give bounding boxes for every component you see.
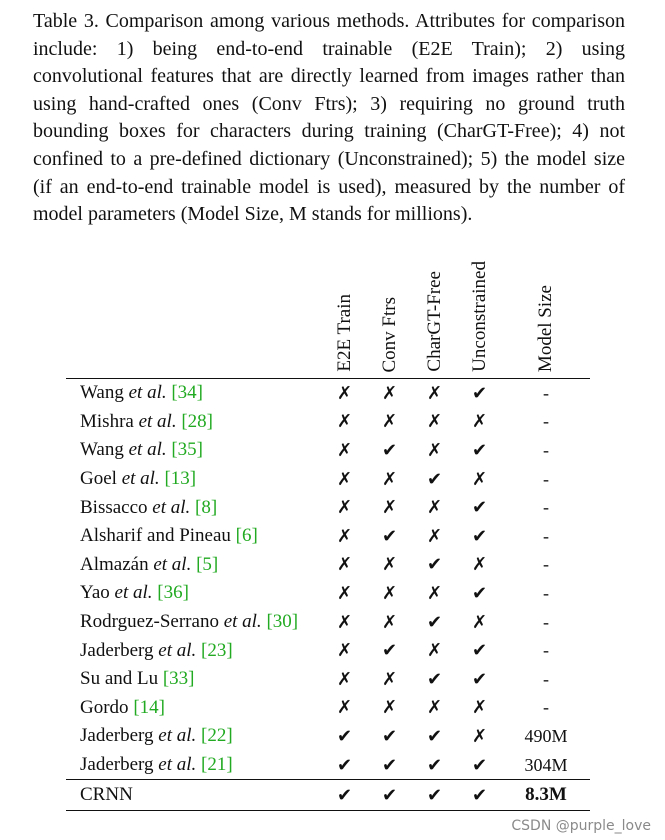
table-row bbox=[66, 408, 590, 437]
table-row bbox=[66, 665, 590, 694]
cell-model-size: - bbox=[543, 439, 549, 460]
et-al: et al. bbox=[138, 410, 177, 432]
cell-chargt-free: ✗ bbox=[426, 439, 443, 461]
citation-link[interactable]: [33] bbox=[162, 668, 195, 690]
method-name bbox=[66, 408, 322, 437]
method-author: Mishra bbox=[80, 410, 139, 432]
cell-chargt-free: ✔ bbox=[426, 725, 443, 747]
method-author: Jaderberg bbox=[80, 725, 159, 747]
table-row bbox=[66, 493, 590, 522]
et-al: et al. bbox=[158, 754, 197, 776]
cell-model-size: - bbox=[543, 554, 549, 575]
table-row bbox=[66, 608, 590, 637]
cell-chargt-free: ✔ bbox=[426, 784, 443, 806]
table-row bbox=[66, 579, 590, 608]
method-author: Jaderberg bbox=[80, 754, 159, 776]
method-name bbox=[66, 522, 322, 551]
method-author: Su and Lu bbox=[80, 668, 163, 690]
method-name bbox=[66, 436, 322, 465]
cell-conv-ftrs: ✗ bbox=[381, 582, 398, 604]
cell-model-size: - bbox=[543, 640, 549, 661]
et-al: et al. bbox=[128, 439, 167, 461]
ours-row-group bbox=[66, 780, 590, 811]
cell-conv-ftrs: ✗ bbox=[381, 554, 398, 576]
caption-text: Comparison among various methods. Attributes for comparison include: 1) being end-to-end trainable (E2E Train); 2) using convolutional features that are directly learned from images rather than using hand-crafted ones (Conv Ftrs); 3) requiring no ground truth bounding boxes for characters during training (CharGT-Free); 4) not confined to a pre-defined dictionary (Unconstrained); 5) the model size (if an end-to-end trainable model is used), measured by the number of model parameters (Model Size, M stands for millions). bbox=[33, 10, 626, 226]
col-header-conv-ftrs: Conv Ftrs bbox=[378, 296, 400, 372]
method-name bbox=[66, 636, 322, 665]
method-name bbox=[66, 379, 322, 408]
cell-chargt-free: ✔ bbox=[426, 754, 443, 776]
et-al: et al. bbox=[158, 725, 197, 747]
cell-model-size: 304M bbox=[524, 754, 568, 775]
cell-e2e-train: ✔ bbox=[336, 754, 353, 776]
cell-unconstrained: ✔ bbox=[471, 582, 488, 604]
method-name bbox=[66, 694, 322, 723]
method-author: Rodrguez-Serrano bbox=[80, 611, 224, 633]
method-name bbox=[66, 493, 322, 522]
cell-conv-ftrs: ✔ bbox=[381, 754, 398, 776]
cell-e2e-train: ✗ bbox=[336, 525, 353, 547]
method-author: Jaderberg bbox=[80, 639, 159, 661]
cell-conv-ftrs: ✔ bbox=[381, 784, 398, 806]
cell-unconstrained: ✔ bbox=[471, 439, 488, 461]
cell-chargt-free: ✗ bbox=[426, 697, 443, 719]
cell-chargt-free: ✗ bbox=[426, 411, 443, 433]
cell-chargt-free: ✗ bbox=[426, 497, 443, 519]
method-name bbox=[66, 465, 322, 494]
cell-e2e-train: ✗ bbox=[336, 439, 353, 461]
citation-link[interactable]: [6] bbox=[235, 525, 258, 547]
cell-chargt-free: ✗ bbox=[426, 582, 443, 604]
method-author: Goel bbox=[80, 468, 122, 490]
header-row bbox=[66, 250, 590, 379]
cell-chargt-free: ✔ bbox=[426, 668, 443, 690]
citation-link[interactable]: [34] bbox=[171, 382, 204, 404]
cell-conv-ftrs: ✔ bbox=[381, 525, 398, 547]
cell-unconstrained: ✔ bbox=[471, 668, 488, 690]
cell-model-size: - bbox=[543, 525, 549, 546]
method-author: Wang bbox=[80, 382, 129, 404]
cell-chargt-free: ✗ bbox=[426, 640, 443, 662]
cell-e2e-train: ✗ bbox=[336, 468, 353, 490]
cell-unconstrained: ✗ bbox=[471, 468, 488, 490]
table-row bbox=[66, 722, 590, 751]
cell-unconstrained: ✗ bbox=[471, 725, 488, 747]
comparison-table bbox=[66, 250, 590, 811]
cell-chargt-free: ✔ bbox=[426, 468, 443, 490]
table-row bbox=[66, 436, 590, 465]
et-al: et al. bbox=[128, 382, 167, 404]
cell-chargt-free: ✗ bbox=[426, 382, 443, 404]
cell-unconstrained: ✗ bbox=[471, 611, 488, 633]
cell-unconstrained: ✔ bbox=[471, 754, 488, 776]
cell-unconstrained: ✔ bbox=[471, 784, 488, 806]
cell-e2e-train: ✗ bbox=[336, 640, 353, 662]
cell-model-size: - bbox=[543, 668, 549, 689]
table-row bbox=[66, 551, 590, 580]
cell-model-size: - bbox=[543, 411, 549, 432]
citation-link[interactable]: [22] bbox=[201, 725, 233, 747]
table-row bbox=[66, 465, 590, 494]
method-author: Yao bbox=[80, 582, 115, 604]
citation-link[interactable]: [8] bbox=[195, 496, 218, 518]
watermark: CSDN @purple_love bbox=[511, 818, 651, 834]
cell-model-size: 8.3M bbox=[525, 784, 567, 806]
cell-conv-ftrs: ✗ bbox=[381, 411, 398, 433]
method-name bbox=[66, 579, 322, 608]
et-al: et al. bbox=[114, 582, 153, 604]
et-al: et al. bbox=[121, 468, 160, 490]
cell-e2e-train: ✗ bbox=[336, 382, 353, 404]
cell-model-size: - bbox=[543, 468, 549, 489]
citation-link[interactable]: [13] bbox=[164, 468, 197, 490]
citation-link[interactable]: [14] bbox=[133, 696, 165, 718]
cell-unconstrained: ✔ bbox=[471, 640, 488, 662]
cell-chargt-free: ✔ bbox=[426, 554, 443, 576]
method-author: Gordo bbox=[80, 696, 134, 718]
method-name bbox=[66, 751, 322, 780]
cell-model-size: 490M bbox=[524, 725, 568, 746]
method-column-header bbox=[66, 250, 322, 379]
method-name bbox=[66, 608, 322, 637]
cell-e2e-train: ✔ bbox=[336, 725, 353, 747]
cell-conv-ftrs: ✔ bbox=[381, 439, 398, 461]
cell-conv-ftrs: ✔ bbox=[381, 725, 398, 747]
cell-conv-ftrs: ✗ bbox=[381, 468, 398, 490]
method-author: Wang bbox=[80, 439, 129, 461]
cell-model-size: - bbox=[543, 497, 549, 518]
method-name bbox=[66, 551, 322, 580]
citation-link[interactable]: [28] bbox=[181, 410, 213, 432]
cell-chargt-free: ✔ bbox=[426, 611, 443, 633]
col-header-chargt-free: CharGT-Free bbox=[423, 271, 445, 372]
cell-model-size: - bbox=[543, 611, 549, 632]
et-al: et al. bbox=[223, 611, 262, 633]
cell-conv-ftrs: ✗ bbox=[381, 497, 398, 519]
cell-conv-ftrs: ✗ bbox=[381, 611, 398, 633]
method-name bbox=[66, 722, 322, 751]
citation-link[interactable]: [5] bbox=[196, 553, 219, 575]
cell-unconstrained: ✗ bbox=[471, 411, 488, 433]
cell-e2e-train: ✗ bbox=[336, 668, 353, 690]
cell-unconstrained: ✗ bbox=[471, 554, 488, 576]
cell-e2e-train: ✗ bbox=[336, 554, 353, 576]
table-row bbox=[66, 636, 590, 665]
cell-chargt-free: ✗ bbox=[426, 525, 443, 547]
table-row-crnn bbox=[66, 780, 590, 811]
cell-e2e-train: ✔ bbox=[336, 784, 353, 806]
cell-unconstrained: ✗ bbox=[471, 697, 488, 719]
cell-unconstrained: ✔ bbox=[471, 525, 488, 547]
cell-conv-ftrs: ✔ bbox=[381, 640, 398, 662]
method-name: CRNN bbox=[80, 784, 133, 806]
caption-label: Table 3. bbox=[33, 10, 99, 32]
table-row bbox=[66, 751, 590, 780]
cell-unconstrained: ✔ bbox=[471, 497, 488, 519]
et-al: et al. bbox=[152, 496, 191, 518]
cell-conv-ftrs: ✗ bbox=[381, 668, 398, 690]
citation-link[interactable]: [36] bbox=[157, 582, 189, 604]
cell-e2e-train: ✗ bbox=[336, 582, 353, 604]
cell-e2e-train: ✗ bbox=[336, 411, 353, 433]
method-name bbox=[66, 665, 322, 694]
col-header-model-size: Model Size bbox=[535, 284, 556, 372]
method-rows bbox=[66, 379, 590, 780]
table-caption bbox=[33, 8, 625, 229]
cell-model-size: - bbox=[543, 697, 549, 718]
et-al: et al. bbox=[158, 639, 197, 661]
cell-model-size: - bbox=[543, 582, 549, 603]
citation-link[interactable]: [23] bbox=[201, 639, 233, 661]
cell-conv-ftrs: ✗ bbox=[381, 382, 398, 404]
et-al: et al. bbox=[153, 553, 192, 575]
table-row bbox=[66, 694, 590, 723]
cell-e2e-train: ✗ bbox=[336, 697, 353, 719]
citation-link[interactable]: [21] bbox=[201, 754, 233, 776]
cell-e2e-train: ✗ bbox=[336, 497, 353, 519]
cell-e2e-train: ✗ bbox=[336, 611, 353, 633]
table-row bbox=[66, 379, 590, 408]
method-author: Bissacco bbox=[80, 496, 153, 518]
table-row bbox=[66, 522, 590, 551]
citation-link[interactable]: [30] bbox=[266, 611, 299, 633]
cell-model-size: - bbox=[543, 382, 549, 403]
cell-unconstrained: ✔ bbox=[471, 382, 488, 404]
method-author: Alsharif and Pineau bbox=[80, 525, 236, 547]
method-author: Almazán bbox=[80, 553, 154, 575]
cell-conv-ftrs: ✗ bbox=[381, 697, 398, 719]
col-header-e2e-train: E2E Train bbox=[333, 294, 355, 372]
citation-link[interactable]: [35] bbox=[171, 439, 204, 461]
col-header-unconstrained: Unconstrained bbox=[468, 261, 490, 372]
